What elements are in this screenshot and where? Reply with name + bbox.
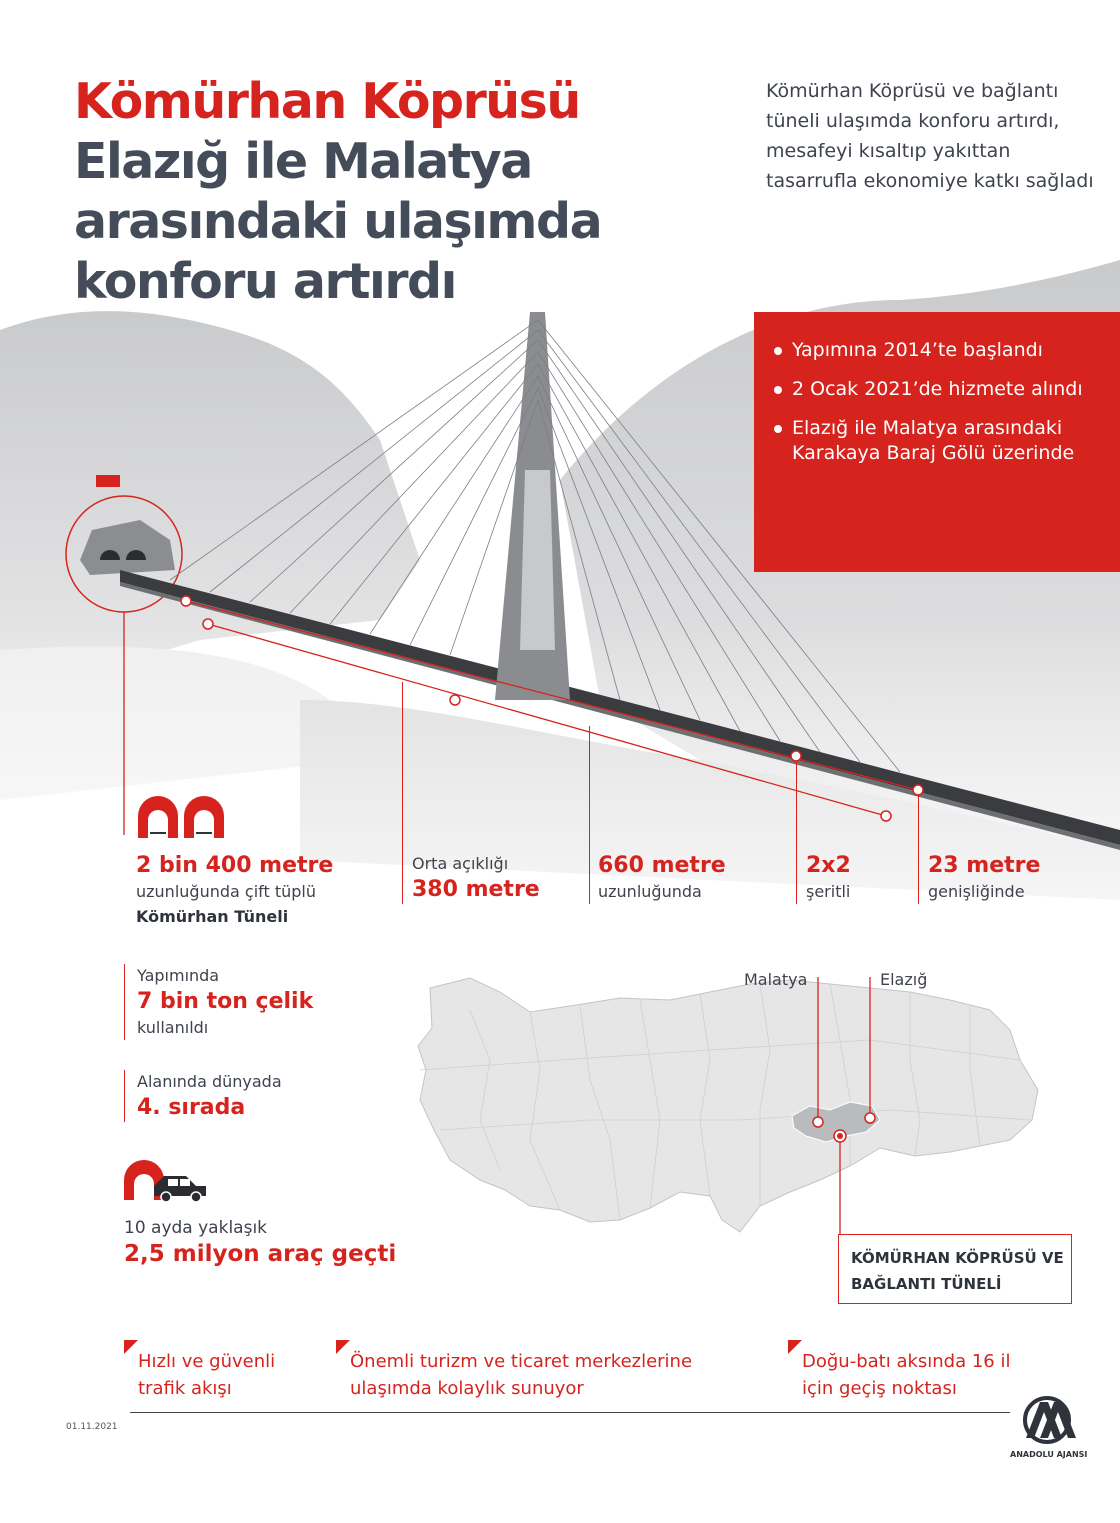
stat-width xyxy=(928,852,1040,904)
turkey-outline xyxy=(418,978,1038,1232)
stat-rank-label: Alanında dünyada xyxy=(137,1072,282,1091)
stat-traffic-label: 10 ayda yaklaşık xyxy=(124,1218,268,1238)
stat-lanes xyxy=(806,852,851,904)
guide-line-span xyxy=(402,682,403,904)
anadolu-logo-icon xyxy=(1012,1392,1082,1446)
feature-line1: Önemli turizm ve ticaret merkezlerine xyxy=(350,1351,693,1372)
feature-line2: için geçiş noktası xyxy=(802,1378,957,1399)
stat-steel-label: Yapımında xyxy=(137,966,220,985)
page-title xyxy=(74,72,714,312)
feature-line2: trafik akışı xyxy=(138,1378,232,1399)
title-line-red: Kömürhan Köprüsü xyxy=(74,73,580,130)
tunnel-icon xyxy=(136,792,228,840)
stat-span-value: 380 metre xyxy=(412,877,540,902)
highlight-item: 2 Ocak 2021’de hizmete alındı xyxy=(792,377,1104,402)
stat-lanes-value: 2x2 xyxy=(806,853,851,878)
map-callout-line1: KÖMÜRHAN KÖPRÜSÜ VE xyxy=(851,1249,1064,1267)
triangle-marker-icon xyxy=(124,1340,138,1354)
feature-tourism xyxy=(350,1348,692,1402)
stat-steel xyxy=(124,964,313,1040)
map-callout-line2: BAĞLANTI TÜNELİ xyxy=(851,1275,1002,1293)
stat-traffic-value: 2,5 milyon araç geçti xyxy=(124,1241,397,1267)
malatya-dot xyxy=(813,1117,823,1127)
stat-steel-value: 7 bin ton çelik xyxy=(137,989,314,1014)
highlight-item: Yapımına 2014’te başlandı xyxy=(792,338,1104,363)
footer-divider xyxy=(130,1412,1010,1413)
intro-text: Kömürhan Köprüsü ve bağlantı tüneli ulaşımda konforu artırdı, mesafeyi kısaltıp yakıttan tasarrufla ekonomiye katkı sağladı xyxy=(766,80,1094,192)
stat-span xyxy=(412,852,540,904)
flag-icon xyxy=(96,475,120,487)
stat-rank-value: 4. sırada xyxy=(137,1095,246,1120)
stat-width-desc: genişliğinde xyxy=(928,882,1025,901)
map-label-malatya: Malatya xyxy=(744,970,808,989)
map-callout-box xyxy=(838,1234,1072,1304)
feature-crossing xyxy=(802,1348,1011,1402)
stat-width-value: 23 metre xyxy=(928,853,1041,878)
stat-rank xyxy=(124,1070,282,1122)
feature-line2: ulaşımda kolaylık sunuyor xyxy=(350,1378,584,1399)
stat-length-desc: uzunluğunda xyxy=(598,882,702,901)
publish-date: 01.11.2021 xyxy=(66,1422,118,1432)
stat-lanes-desc: şeritli xyxy=(806,882,851,901)
guide-line-width xyxy=(918,794,919,904)
stat-tunnel-desc: uzunluğunda çift tüplü xyxy=(136,882,316,901)
title-line-3: arasındaki ulaşımda xyxy=(74,193,602,250)
feature-line1: Doğu-batı aksında 16 il xyxy=(802,1351,1011,1372)
stat-tunnel-value: 2 bin 400 metre xyxy=(136,853,334,878)
feature-line1: Hızlı ve güvenli xyxy=(138,1351,276,1372)
stat-tunnel xyxy=(136,852,333,930)
feature-traffic xyxy=(138,1348,275,1402)
highlights-box xyxy=(754,312,1120,572)
stat-steel-desc: kullanıldı xyxy=(137,1018,209,1037)
triangle-marker-icon xyxy=(336,1340,350,1354)
stat-span-label: Orta açıklığı xyxy=(412,854,509,873)
highlight-item: Elazığ ile Malatya arasındaki Karakaya Baraj Gölü üzerinde xyxy=(792,416,1104,466)
stat-length-value: 660 metre xyxy=(598,853,726,878)
stat-traffic xyxy=(124,1216,396,1268)
title-line-2: Elazığ ile Malatya xyxy=(74,133,532,190)
logo-text: ANADOLU AJANSI xyxy=(1010,1450,1088,1459)
map-label-elazig: Elazığ xyxy=(880,970,928,989)
triangle-marker-icon xyxy=(788,1340,802,1354)
stat-length xyxy=(598,852,726,904)
turkey-map xyxy=(410,970,1050,1240)
guide-line-lanes xyxy=(796,760,797,904)
stat-tunnel-name: Kömürhan Tüneli xyxy=(136,907,289,926)
car-tunnel-icon xyxy=(124,1160,212,1202)
guide-line-length xyxy=(589,726,590,904)
title-line-4: konforu artırdı xyxy=(74,253,456,310)
elazig-dot xyxy=(865,1113,875,1123)
